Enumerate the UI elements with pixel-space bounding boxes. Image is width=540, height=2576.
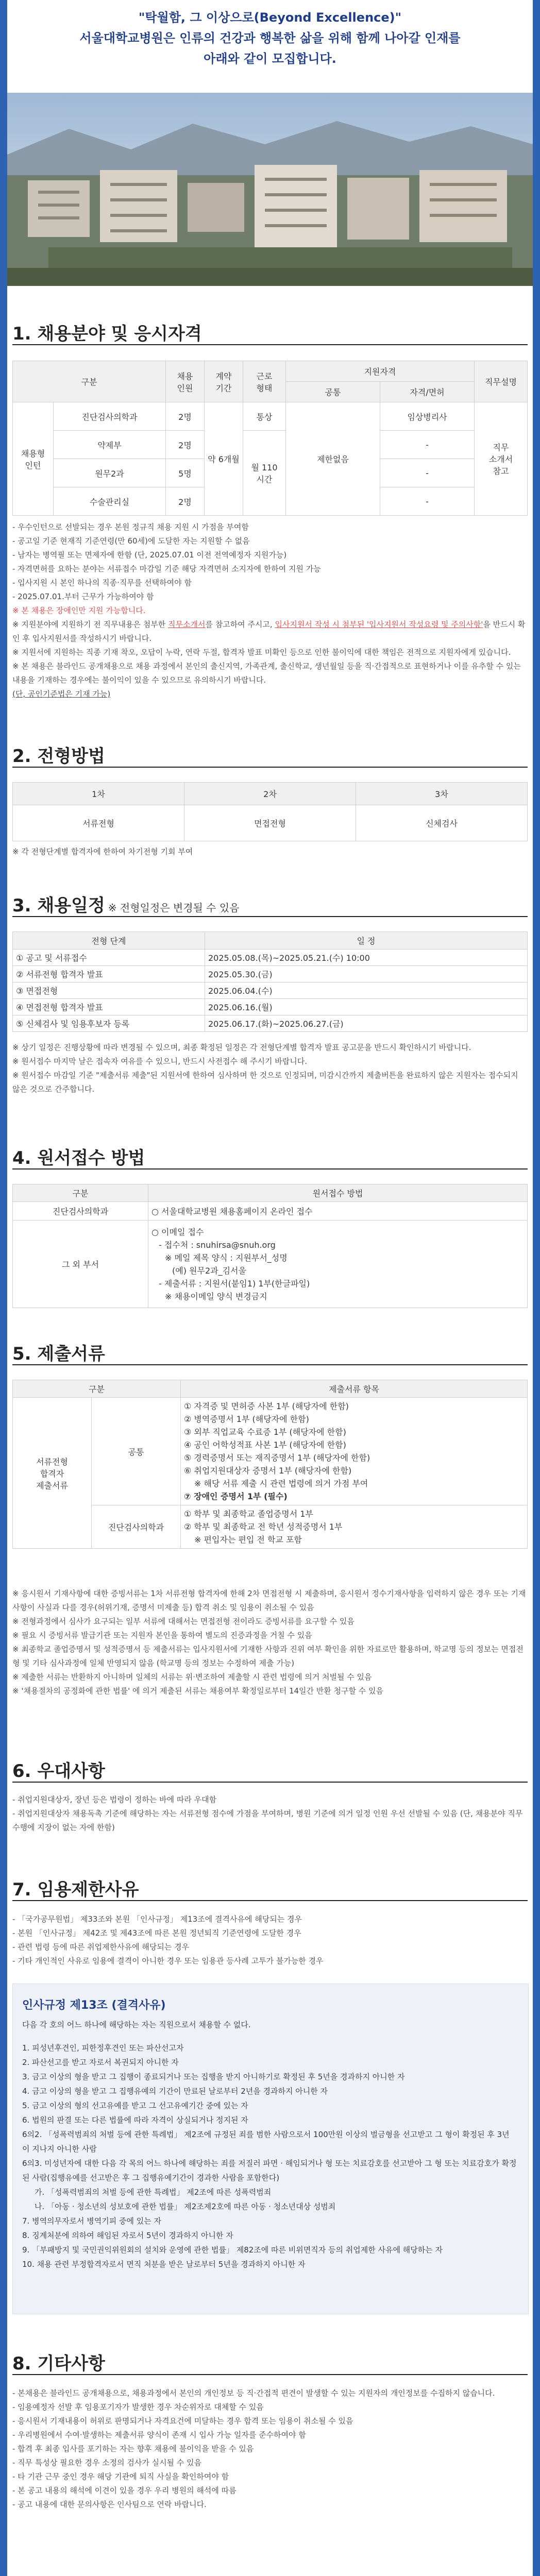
schedule-date: 2025.06.17.(화)~2025.06.27.(금): [205, 1015, 528, 1032]
th-hours: 근로 형태: [243, 361, 286, 402]
disqualification-box: [12, 1984, 529, 2314]
email-address[interactable]: - 접수처 : snuhirsa@snuh.org: [159, 1240, 276, 1250]
header-slogan: "탁월함, 그 이상으로(Beyond Excellence)": [138, 10, 402, 25]
section-8-list: [12, 2386, 528, 2512]
documents-table: [12, 1380, 528, 1549]
th-duty: 직무설명: [475, 361, 528, 402]
section-4-title: 4. 원서접수 방법: [12, 1148, 145, 1168]
note: - 「국가공무원법」 제33조와 본원 「인사규정」 제13조에 결격사유에 해당되는 경우: [12, 1914, 302, 1924]
schedule-date: 2025.06.16.(월): [205, 999, 528, 1015]
note-duty-guide: ※ 지원분야에 지원하기 전 직무내용은 첨부한 직무소개서를 참고하여 주시고, 입사지원서 작성 시 첨부된 '입사지원서 작성요령 및 주의사항'을 반드시 확인 후 입사지원서를 작성하시기 바랍니다.: [12, 620, 526, 643]
note: - 우수인턴으로 선발되는 경우 본원 정규직 채용 지원 시 가점을 부여함: [12, 522, 249, 532]
note-disabled-only: ※ 본 채용은 장애인만 지원 가능합니다.: [12, 606, 146, 615]
cell-dept-3: 원무2과: [54, 459, 166, 487]
cell-duty: 직무 소개서 참고: [475, 402, 528, 516]
section-7-rule: [12, 1900, 528, 1901]
cell-dept-1: 진단검사의학과: [54, 402, 166, 431]
note: - 본 공고 내용의 해석에 이견이 있을 경우 우리 병원의 해석에 따름: [12, 2486, 237, 2495]
section-5-notes: [12, 1587, 528, 1698]
cell-count-4: 2명: [166, 487, 205, 516]
note-blind: ※ 본 채용은 블라인드 공개채용으로 채용 과정에서 본인의 출신지역, 가족관계, 출신학교, 생년월일 등을 직·간접적으로 표현하거나 이를 유추할 수 있는 내용을 기재하는 경우에는 불이익이 있을 수 있으므로 유의하시기 바랍니다.: [12, 662, 521, 685]
cell-term: 약 6개월: [205, 402, 243, 516]
header-intro-2: 아래와 같이 모집합니다.: [204, 52, 336, 66]
section-3-title: 3. 채용일정 ※ 전형일정은 변경될 수 있음: [12, 895, 240, 916]
step-2-no: 2차: [184, 783, 356, 805]
section-7-title: 7. 임용제한사유: [12, 1879, 139, 1900]
note: - 임용예정자 선발 후 임용포기자가 발생한 경우 차순위자로 대체할 수 있음: [12, 2402, 264, 2412]
application-table: [12, 1184, 528, 1308]
cell-count-2: 2명: [166, 431, 205, 459]
note: ※ '채용절차의 공정화에 관한 법률' 에 의거 제출된 서류는 채용여부 확정일로부터 14일간 반환 청구할 수 있음: [12, 1686, 384, 1696]
note: - 관련 법령 등에 따른 취업제한사유에 해당되는 경우: [12, 1942, 190, 1952]
schedule-date: 2025.05.08.(목)~2025.05.21.(수) 10:00: [205, 950, 528, 966]
cell-lab: 진단검사의학과: [13, 1202, 148, 1221]
note: - 입사지원 시 본인 하나의 직종·직무를 선택하여야 함: [12, 578, 192, 587]
th-count: 채용 인원: [166, 361, 205, 402]
note: ※ 원서접수 마감일 기준 "제출서류 제출"된 지원서에 한하여 심사하며 한 것으로 인정되며, 미감시간까지 제출버튼을 완료하지 않은 지원자는 접수되지 않은 것으로 간주합니다.: [12, 1071, 518, 1094]
section-2-note: ※ 각 전형단계별 합격자에 한하여 차기전형 기회 부여: [12, 847, 193, 856]
cell-license-3: -: [380, 459, 475, 487]
step-2-name: 면접전형: [184, 805, 356, 841]
section-5-title: 5. 제출서류: [12, 1344, 105, 1364]
th-term: 계약 기간: [205, 361, 243, 402]
section-3-notes: [12, 1041, 528, 1096]
section-6-list: [12, 1793, 528, 1835]
cell-count-1: 2명: [166, 402, 205, 431]
cell-common: 제한없음: [286, 402, 380, 516]
cell-count-3: 5명: [166, 459, 205, 487]
note: - 공고일 기준 현재직 기준연령(만 60세)에 도달한 자는 지원할 수 없음: [12, 536, 250, 546]
note: - 타 기관 근무 중인 경우 해당 기관에 퇴직 사실을 확인하여야 함: [12, 2472, 229, 2481]
note: - 직무 특성상 필요한 경우 소정의 검사가 실시될 수 있음: [12, 2458, 202, 2467]
section-2-title: 2. 전형방법: [12, 746, 105, 767]
schedule-date: 2025.06.04.(수): [205, 982, 528, 999]
step-3-no: 3차: [356, 783, 528, 805]
section-6-title: 6. 우대사항: [12, 1761, 105, 1782]
note: ※ 상기 일정은 진행상황에 따라 변경될 수 있으며, 최종 확정된 일정은 각 전형단계별 합격자 발표 공고문을 반드시 확인하시기 바랍니다.: [12, 1043, 471, 1052]
cell-online: ○ 서울대학교병원 채용홈페이지 온라인 접수: [148, 1202, 528, 1221]
cell-license-1: 임상병리사: [380, 402, 475, 431]
note: ※ 필요 시 증빙서류 발급기관 또는 지원자 본인을 통하여 별도의 진증과정을 거칠 수 있음: [12, 1631, 312, 1640]
th-category: 구분: [13, 361, 166, 402]
step-1-name: 서류전형: [13, 805, 184, 841]
note: ※ 최종학교 졸업증명서 및 성적증명서 등 제출서류는 입사지원서에 기재한 사항과 진위 여부 확인을 위한 자료로만 활용하며, 학교명 등의 정보는 면접전형 및 기타 심사과정에 일체 반영되지 않음 (학교명 등의 정보는 수정하여 제출 가능): [12, 1645, 524, 1668]
schedule-date: 2025.05.30.(금): [205, 966, 528, 982]
note: - 취업지원대상자 채용독촉 기준에 해당하는 자는 서류전형 점수에 가점을 부여하며, 병원 기준에 의거 일정 인원 우선 선발될 수 있음 (단, 채용분야 직무수행에 지장이 없는 자에 한함): [12, 1809, 523, 1832]
note: ※ 전형과정에서 심사가 요구되는 일부 서류에 대해서는 면접전형 전이라도 증빙서류를 요구할 수 있음: [12, 1617, 355, 1626]
note: ※ 원서접수 마지막 날은 접속자 여유를 수 있으니, 반드시 사전접수 해 주시기 바랍니다.: [12, 1057, 307, 1066]
th-date: 일 정: [205, 932, 528, 950]
th-method: 원서접수 방법: [148, 1184, 528, 1202]
cell-dept-2: 약제부: [54, 431, 166, 459]
box-items: 1. 피성년후견인, 피한정후견인 또는 파산선고자 2. 파산선고를 받고 자로서 복권되지 아니한 자 3. 금고 이상의 형을 받고 그 집행이 종료되거나 또는 집행을 받지 아니하기로 확정된 후 5년을 경과하지 아니한 자 4. 금고 이상의 형을 받고 그 집행유예의 기간이 만료된 날로부터 2년을 경과하지 아니한 자 5. 금고 이상의 형의 선고유예를 받고 그 선고유예기간 중에 있는 자 6. 법원의 판결 또는 다른 법률에 따라 자격이 상실되거나 정지된 자 6의2. 「성폭력범죄의 처벌 등에 관한 특례법」 제2조에 규정된 죄를 범한 사람으로서 100만원 이상의 벌금형을 선고받고 그 형이 확정된 후 3년이 지나지 아니한 사람 6의3. 미성년자에 대한 다음 각 목의 어느 하나에 해당하는 죄를 저질러 파면 · 해임되거나 형 또는 치료감호를 선고받아 그 형 또는 치료감호가 확정된 사람(집행유예를 선고받은 후 그 집행유예기간이 경과한 사람을 포함한다) 가. 「성폭력범죄의 처벌 등에 관한 특례법」 제2조에 따른 성폭력범죄 나. 「아동 · 청소년의 성보호에 관한 법률」 제2조제2호에 따른 아동 · 청소년대상 성범죄 7. 병역의무자로서 병역기피 중에 있는 자 8. 징계처분에 의하여 해임된 자로서 5년이 경과하지 아니한 자 9. 「부패방지 및 국민권익위원회의 설치와 운영에 관한 법률」 제82조에 따른 비위면직자 등의 취업제한 사유에 해당하는 자 10. 채용 관련 부정합격자로서 면직 처분을 받은 날로부터 5년을 경과하지 아니한 자: [22, 2043, 517, 2269]
section-1-rule: [12, 344, 528, 345]
application-guide-link[interactable]: 입사지원서 작성 시 첨부된 '입사지원서 작성요령 및 주의사항': [275, 620, 483, 629]
schedule-step: ③ 면접전형: [13, 982, 205, 999]
process-table: [12, 782, 528, 841]
schedule-note: ※ 전형일정은 변경될 수 있음: [108, 902, 240, 914]
schedule-step: ④ 면접전형 합격자 발표: [13, 999, 205, 1015]
cell-dept-4: 수술관리실: [54, 487, 166, 516]
cell-lab-docs: ① 학부 및 최종학교 졸업증명서 1부 ② 학부 및 최종학교 전 학년 성적증명서 1부 ※ 편입자는 편입 전 학교 포함: [181, 1505, 528, 1549]
note: - 본채용은 블라인드 공개채용으로, 채용과정에서 본인의 개인정보 등 직·간접적 편견이 발생할 수 있는 지원자의 개인정보를 수집하지 않습니다.: [12, 2388, 495, 2398]
section-7-list: [12, 1912, 528, 1968]
section-5-rule: [12, 1364, 528, 1365]
note: - 공고 내용에 대한 문의사항은 인사팀으로 연락 바랍니다.: [12, 2500, 207, 2509]
th-qualification: 지원자격: [286, 361, 475, 382]
recruitment-table: [12, 361, 528, 516]
header: [7, 0, 533, 98]
schedule-step: ① 공고 및 서류접수: [13, 950, 205, 966]
note: - 우리병원에서 수여·발생하는 제출서류 양식이 존재 시 입사 가능 일자를 준수하여야 함: [12, 2430, 306, 2439]
cell-license-4: -: [380, 487, 475, 516]
cell-email-method: ○ 이메일 접수 - 접수처 : snuhirsa@snuh.org ※ 메일 제목 양식 : 지원부서_성명 (예) 원무2과_김서울 - 제출서류 : 지원서(붙임1) 1부(한글파일) ※ 채용이메일 양식 변경금지: [148, 1221, 528, 1308]
section-8-rule: [12, 2374, 528, 2375]
note: - 남자는 병역필 또는 면제자에 한함 (단, 2025.07.01 이전 전역예정자 지원가능): [12, 550, 287, 560]
schedule-step: ② 서류전형 합격자 발표: [13, 966, 205, 982]
note: - 본원 「인사규정」 제42조 및 제43조에 따른 본원 정년퇴직 기준연령에 도달한 경우: [12, 1928, 301, 1938]
th-license: 자격/면허: [380, 382, 475, 402]
note: - 합격 후 최종 입사를 포기하는 자는 향후 채용에 불이익을 받을 수 있음: [12, 2444, 254, 2453]
cell-others: 그 외 부서: [13, 1221, 148, 1308]
box-intro: 다음 각 호의 어느 하나에 해당하는 자는 직원으로서 채용할 수 없다.: [22, 2020, 251, 2029]
step-1-no: 1차: [13, 783, 184, 805]
note: - 자격면허를 요하는 분야는 서류접수 마감일 기준 해당 자격면허 소지자에 한하여 지원 가능: [12, 564, 321, 573]
step-3-name: 신체검사: [356, 805, 528, 841]
section-3-rule: [12, 916, 528, 917]
note: - 기타 개인적인 사유로 임용에 결격이 아니한 경우 또는 임용관 등사례 고투가 불가능한 경우: [12, 1956, 324, 1965]
section-1-title: 1. 채용분야 및 응시자격: [12, 324, 202, 344]
note: - 취업지원대상자, 장년 등은 법령이 정하는 바에 따라 우대함: [12, 1795, 217, 1804]
note: - 응시원서 기재내용이 허위로 판명되거나 자격요건에 미달하는 경우 합격 또는 임용이 취소될 수 있음: [12, 2416, 353, 2426]
cell-doc-group: 서류전형 합격자 제출서류: [13, 1398, 92, 1549]
cell-hours-a: 통상: [243, 402, 286, 431]
note-responsibility: ※ 지원서에 지원하는 직종 기재 착오, 오답이 누락, 연락 두절, 합격자 발표 미확인 등으로 인한 불이익에 대한 책임은 전적으로 지원자에게 있습니다.: [12, 648, 511, 657]
hospital-aerial-photo: [7, 93, 533, 286]
cell-group: 채용형 인턴: [13, 402, 54, 516]
note-exception: (단, 공인기준법은 기재 가능): [12, 689, 111, 699]
schedule-step: ⑤ 신체검사 및 임용후보자 등록: [13, 1015, 205, 1032]
box-title: 인사규정 제13조 (결격사유): [22, 1999, 166, 2012]
note: ※ 응시원서 기재사항에 대한 증빙서류는 1차 서류전형 합격자에 한해 2차 면접전형 시 제출하며, 응시원서 정수기재사항을 입력하지 않은 경우 또는 기재사항이 사실과 다를 경우(허위기재, 증명서 미제출 등) 합격 취소 및 임용이 취소될 수 있음: [12, 1589, 526, 1612]
cell-license-2: -: [380, 431, 475, 459]
section-8-title: 8. 기타사항: [12, 2353, 105, 2374]
header-intro: 서울대학교병원은 인류의 건강과 행복한 삶을 위해 함께 나아갈 인재를: [79, 31, 461, 45]
section-1-notes: [12, 520, 528, 701]
cell-common-label: 공통: [92, 1398, 181, 1505]
schedule-table: [12, 931, 528, 1032]
section-2-rule: [12, 767, 528, 768]
th-doc-cat: 구분: [13, 1380, 181, 1398]
section-6-rule: [12, 1782, 528, 1783]
cell-lab-label: 진단검사의학과: [92, 1505, 181, 1549]
duty-doc-link[interactable]: 직무소개서: [168, 620, 206, 629]
th-cat: 구분: [13, 1184, 148, 1202]
th-step: 전형 단계: [13, 932, 205, 950]
cell-hours-b: 월 110 시간: [243, 431, 286, 516]
section-4-rule: [12, 1168, 528, 1170]
note: ※ 제출한 서류는 반환하지 아니하며 일체의 서류는 위·변조하여 제출할 시 관련 법령에 의거 처벌될 수 있음: [12, 1672, 372, 1682]
cell-common-docs: ① 자격증 및 면허증 사본 1부 (해당자에 한함) ② 병역증명서 1부 (해당자에 한함) ③ 외부 직업교육 수료증 1부 (해당자에 한함) ④ 공인 어학성적표 사본 1부 (해당자에 한함) ⑤ 경력증명서 또는 재직증명서 1부 (해당자에 한함) ⑥ 취업지원대상자 증명서 1부 (해당자에 한함) ※ 해당 서류 제출 시 관련 법령에 의거 가점 부여 ⑦ 장애인 증명서 1부 (필수): [181, 1398, 528, 1505]
th-doc-items: 제출서류 항목: [181, 1380, 528, 1398]
th-common: 공통: [286, 382, 380, 402]
note: - 2025.07.01.부터 근무가 가능하여야 함: [12, 592, 154, 601]
